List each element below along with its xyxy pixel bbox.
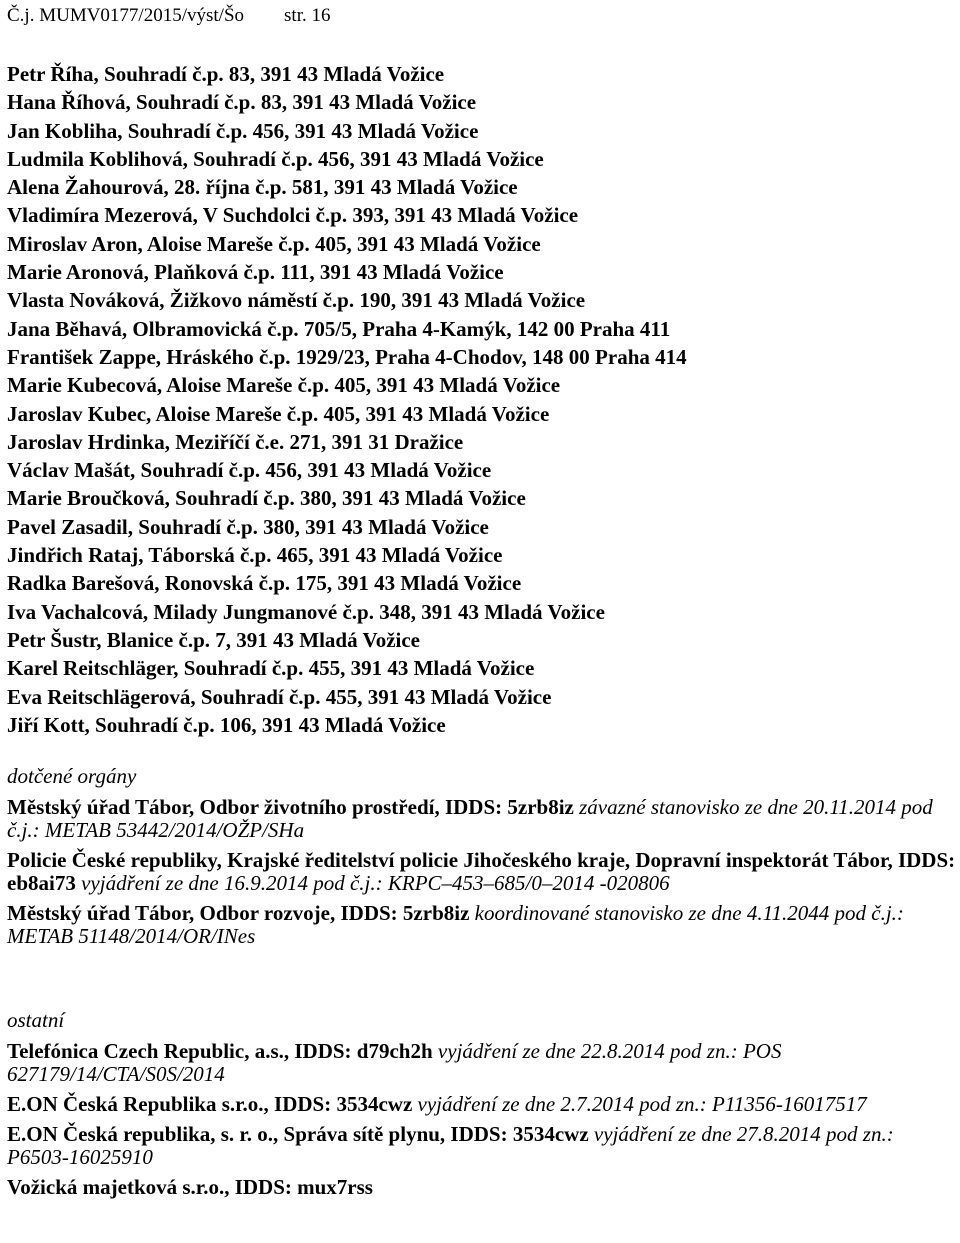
recipient-row: Jan Kobliha, Souhradí č.p. 456, 391 43 Mladá Vožice: [7, 118, 479, 143]
organization-name: Policie České republiky, Krajské ředitelství policie Jihočeského kraje, Dopravní inspektorát Tábor, IDDS: eb8ai73: [7, 848, 956, 895]
other-entry: [7, 1123, 957, 1169]
recipient-row: Karel Reitschläger, Souhradí č.p. 455, 391 43 Mladá Vožice: [7, 656, 535, 681]
recipient-row: Jaroslav Kubec, Aloise Mareše č.p. 405, 391 43 Mladá Vožice: [7, 401, 550, 426]
recipient-row: Alena Žahourová, 28. října č.p. 581, 391 43 Mladá Vožice: [7, 175, 518, 200]
recipient-row: Vlasta Nováková, Žižkovo náměstí č.p. 190, 391 43 Mladá Vožice: [7, 288, 586, 313]
recipient-row: Marie Kubecová, Aloise Mareše č.p. 405, 391 43 Mladá Vožice: [7, 373, 561, 398]
entry-note: závazné stanovisko ze dne 20.11.2014 pod č.j.: METAB 53442/2014/OŽP/SHa: [7, 795, 933, 842]
organization-name: E.ON Česká Republika s.r.o., IDDS: 3534cwz: [7, 1092, 413, 1116]
organization-name: Vožická majetková s.r.o., IDDS: mux7rss: [7, 1175, 373, 1199]
others-section: [7, 1009, 957, 1206]
other-entry: [7, 1040, 957, 1086]
authority-entry: [7, 796, 957, 842]
recipient-row: Jindřich Rataj, Táborská č.p. 465, 391 43 Mladá Vožice: [7, 543, 503, 568]
recipient-row: Petr Šustr, Blanice č.p. 7, 391 43 Mladá Vožice: [7, 627, 420, 652]
recipient-row: František Zappe, Hráského č.p. 1929/23, Praha 4-Chodov, 148 00 Praha 414: [7, 344, 687, 369]
document-reference: Č.j. MUMV0177/2015/výst/Šo: [7, 5, 245, 26]
entry-note: vyjádření ze dne 27.8.2014 pod zn.: P6503-16025910: [7, 1122, 894, 1169]
recipient-row: Ludmila Koblihová, Souhradí č.p. 456, 391 43 Mladá Vožice: [7, 146, 544, 171]
organization-name: Městský úřad Tábor, Odbor životního prostředí, IDDS: 5zrb8iz: [7, 795, 574, 819]
section-title: ostatní: [7, 1008, 65, 1032]
recipient-row: Václav Mašát, Souhradí č.p. 456, 391 43 Mladá Vožice: [7, 458, 492, 483]
entry-note: koordinované stanovisko ze dne 4.11.2044 pod č.j.: METAB 51148/2014/OR/INes: [7, 901, 904, 948]
recipient-row: Radka Barešová, Ronovská č.p. 175, 391 43 Mladá Vožice: [7, 571, 522, 596]
authority-entry: [7, 849, 957, 895]
recipient-row: Jiří Kott, Souhradí č.p. 106, 391 43 Mladá Vožice: [7, 712, 446, 737]
recipient-list: [7, 60, 687, 739]
recipient-row: Marie Aronová, Plaňková č.p. 111, 391 43 Mladá Vožice: [7, 260, 504, 285]
other-entry: [7, 1093, 957, 1116]
entry-note: vyjádření ze dne 22.8.2014 pod zn.: POS 627179/14/CTA/S0S/2014: [7, 1039, 782, 1086]
organization-name: Telefónica Czech Republic, a.s., IDDS: d79ch2h: [7, 1039, 433, 1063]
recipient-row: Jaroslav Hrdinka, Meziříčí č.e. 271, 391 31 Dražice: [7, 429, 464, 454]
other-entry: [7, 1176, 957, 1199]
authorities-section: [7, 765, 957, 955]
recipient-row: Marie Broučková, Souhradí č.p. 380, 391 43 Mladá Vožice: [7, 486, 526, 511]
entry-note: vyjádření ze dne 2.7.2014 pod zn.: P11356-16017517: [417, 1092, 867, 1116]
organization-name: E.ON Česká republika, s. r. o., Správa sítě plynu, IDDS: 3534cwz: [7, 1122, 589, 1146]
authority-entry: [7, 902, 957, 948]
recipient-row: Iva Vachalcová, Milady Jungmanové č.p. 348, 391 43 Mladá Vožice: [7, 599, 605, 624]
organization-name: Městský úřad Tábor, Odbor rozvoje, IDDS: 5zrb8iz: [7, 901, 470, 925]
section-title: dotčené orgány: [7, 764, 137, 788]
page-header: [7, 5, 330, 27]
entry-note: vyjádření ze dne 16.9.2014 pod č.j.: KRPC–453–685/0–2014 -020806: [81, 871, 670, 895]
recipient-row: Jana Běhavá, Olbramovická č.p. 705/5, Praha 4-Kamýk, 142 00 Praha 411: [7, 316, 671, 341]
recipient-row: Hana Říhová, Souhradí č.p. 83, 391 43 Mladá Vožice: [7, 90, 477, 115]
recipient-row: Pavel Zasadil, Souhradí č.p. 380, 391 43 Mladá Vožice: [7, 514, 489, 539]
page-number: str. 16: [284, 5, 331, 26]
recipient-row: Petr Říha, Souhradí č.p. 83, 391 43 Mladá Vožice: [7, 62, 445, 86]
recipient-row: Vladimíra Mezerová, V Suchdolci č.p. 393, 391 43 Mladá Vožice: [7, 203, 579, 228]
recipient-row: Eva Reitschlägerová, Souhradí č.p. 455, 391 43 Mladá Vožice: [7, 684, 552, 709]
recipient-row: Miroslav Aron, Aloise Mareše č.p. 405, 391 43 Mladá Vožice: [7, 231, 541, 256]
